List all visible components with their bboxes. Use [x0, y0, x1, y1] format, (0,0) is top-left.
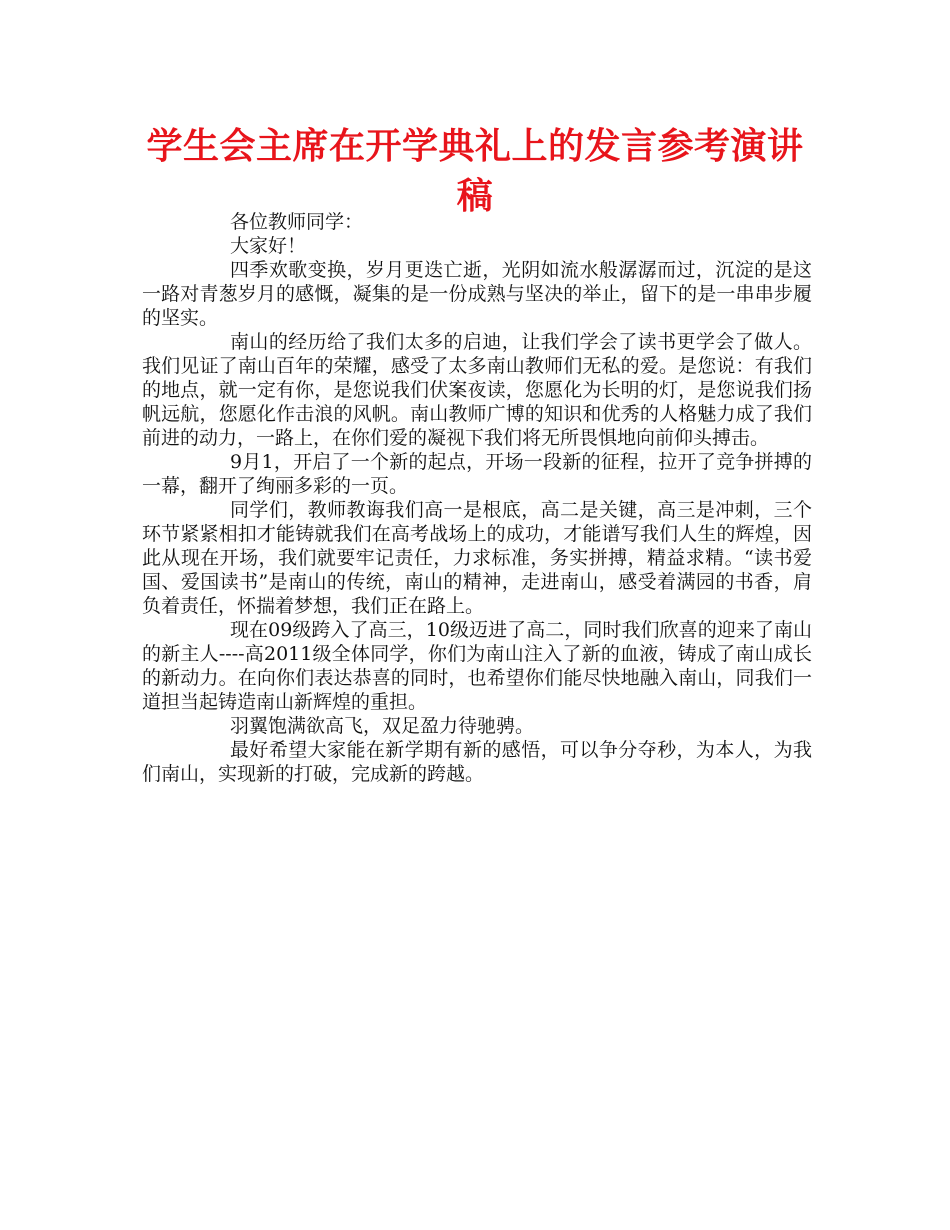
document-body — [142, 210, 812, 786]
paragraph: 现在09级跨入了高三，10级迈进了高二，同时我们欣喜的迎来了南山的新主人----高2011级全体同学，你们为南山注入了新的血液，铸成了南山成长的新动力。在向你们表达恭喜的同时，也希望你们能尽快地融入南山，同我们一道担当起铸造南山新辉煌的重担。 — [142, 619, 812, 713]
paragraph: 羽翼饱满欲高飞，双足盈力待驰骋。 — [230, 715, 535, 737]
paragraph: 四季欢歌变换，岁月更迭亡逝，光阴如流水般潺潺而过，沉淀的是这一路对青葱岁月的感慨，凝集的是一份成熟与坚决的举止，留下的是一串串步履的坚实。 — [142, 259, 812, 329]
paragraph: 同学们，教师教诲我们高一是根底，高二是关键，高三是冲刺，三个环节紧紧相扣才能铸就我们在高考战场上的成功，才能谱写我们人生的辉煌，因此从现在开场，我们就要牢记责任，力求标准，务实拼搏，精益求精。“读书爱国、爱国读书”是南山的传统，南山的精神，走进南山，感受着满园的书香，肩负着责任，怀揣着梦想，我们正在路上。 — [142, 499, 812, 617]
paragraph-salutation: 各位教师同学： — [230, 211, 364, 233]
paragraph-closing: 最好希望大家能在新学期有新的感悟，可以争分夺秒，为本人，为我们南山，实现新的打破，完成新的跨越。 — [142, 739, 812, 785]
document-title: 学生会主席在开学典礼上的发言参考演讲稿 — [146, 126, 804, 217]
paragraph: 南山的经历给了我们太多的启迪，让我们学会了读书更学会了做人。我们见证了南山百年的荣耀，感受了太多南山教师们无私的爱。是您说：有我们的地点，就一定有你，是您说我们伏案夜读，您愿化为长明的灯，是您说我们扬帆远航，您愿化作击浪的风帆。南山教师广博的知识和优秀的人格魅力成了我们前进的动力，一路上，在你们爱的凝视下我们将无所畏惧地向前仰头搏击。 — [142, 331, 812, 449]
paragraph-greeting: 大家好！ — [230, 235, 307, 257]
paragraph: 9月1，开启了一个新的起点，开场一段新的征程，拉开了竞争拼搏的一幕，翻开了绚丽多彩的一页。 — [142, 451, 812, 497]
